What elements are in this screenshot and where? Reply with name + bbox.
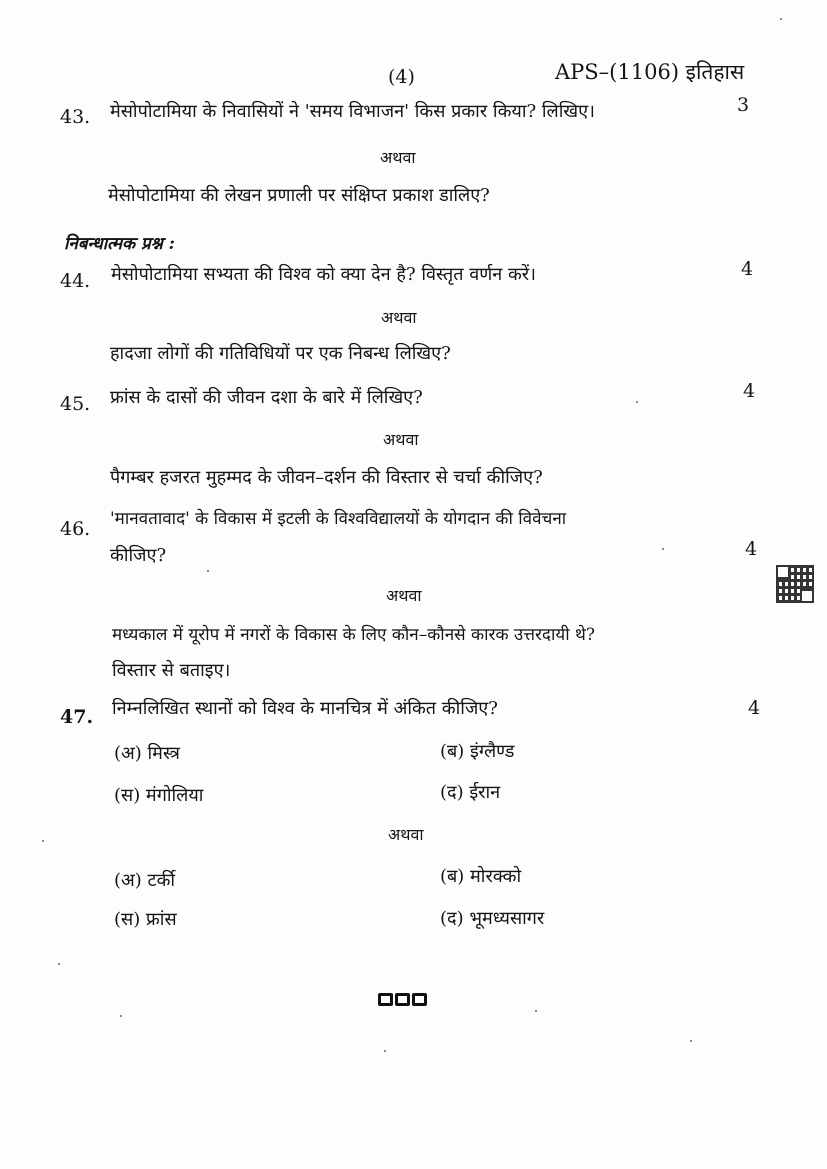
question-47-alternative-option-b: (ब) मोरक्को (440, 866, 522, 887)
question-46-text-line2: कीजिए? (110, 545, 167, 566)
question-44-text: मेसोपोटामिया सभ्यता की विश्व को क्या देन है? विस्तृत वर्णन करें। (111, 264, 536, 285)
question-46-alternative-line1: मध्यकाल में यूरोप में नगरों के विकास के लिए कौन–कौनसे कारक उत्तरदायी थे? (112, 625, 595, 645)
question-number-47: 47. (60, 706, 94, 728)
or-label-44: अथवा (381, 308, 417, 327)
question-45-alternative: पैगम्बर हजरत मुहम्मद के जीवन–दर्शन की विस्तार से चर्चा कीजिए? (110, 467, 543, 488)
or-label-47: अथवा (388, 825, 424, 844)
question-43-marks: 3 (737, 94, 750, 116)
scan-speck (662, 548, 664, 550)
end-of-paper-mark (378, 993, 427, 1006)
question-47-option-a: (अ) मिस्त्र (114, 743, 180, 764)
question-number-43: 43. (60, 106, 91, 128)
scan-speck (636, 401, 638, 403)
question-47-alternative-option-a: (अ) टर्की (114, 870, 176, 891)
question-45-text: फ्रांस के दासों की जीवन दशा के बारे में लिखिए? (110, 387, 423, 408)
question-46-marks: 4 (745, 538, 758, 560)
scan-speck (58, 963, 60, 965)
scan-speck (207, 570, 209, 572)
scan-speck (690, 1040, 692, 1042)
page-number: (4) (388, 66, 415, 88)
question-46-text-line1: 'मानवतावाद' के विकास में इटली के विश्वविद्यालयों के योगदान की विवेचना (110, 509, 567, 529)
end-box-3 (412, 993, 427, 1006)
paper-code: APS–(1106) इतिहास (555, 60, 745, 84)
question-47-option-d: (द) ईरान (440, 782, 501, 803)
question-46-alternative-line2: विस्तार से बताइए। (112, 660, 231, 681)
or-label-43: अथवा (380, 148, 416, 167)
question-43-text: मेसोपोटामिया के निवासियों ने 'समय विभाजन' किस प्रकार किया? लिखिए। (110, 101, 595, 122)
question-47-option-b: (ब) इंग्लैण्ड (440, 741, 515, 762)
question-47-alternative-option-c: (स) फ्रांस (114, 909, 177, 930)
or-label-46: अथवा (386, 586, 422, 605)
question-number-46: 46. (60, 518, 91, 540)
question-47-text: निम्नलिखित स्थानों को विश्व के मानचित्र में अंकित कीजिए? (112, 698, 498, 719)
section-heading: निबन्धात्मक प्रश्न : (64, 234, 175, 254)
question-44-alternative: हादजा लोगों की गतिविधियों पर एक निबन्ध लिखिए? (110, 343, 451, 364)
end-box-2 (395, 993, 410, 1006)
end-box-1 (378, 993, 393, 1006)
scan-speck (384, 1050, 386, 1052)
question-43-alternative: मेसोपोटामिया की लेखन प्रणाली पर संक्षिप्त प्रकाश डालिए? (108, 185, 490, 206)
question-47-option-c: (स) मंगोलिया (114, 785, 204, 806)
question-44-marks: 4 (741, 258, 754, 280)
qr-code (776, 565, 814, 603)
question-number-44: 44. (60, 270, 91, 292)
question-45-marks: 4 (743, 380, 756, 402)
question-number-45: 45. (60, 393, 91, 415)
scan-speck (42, 840, 44, 842)
scan-speck (120, 1015, 122, 1017)
scan-speck (780, 18, 782, 20)
question-47-marks: 4 (748, 697, 761, 719)
scan-speck (535, 1010, 537, 1012)
or-label-45: अथवा (383, 430, 419, 449)
question-47-alternative-option-d: (द) भूमध्यसागर (440, 908, 545, 929)
